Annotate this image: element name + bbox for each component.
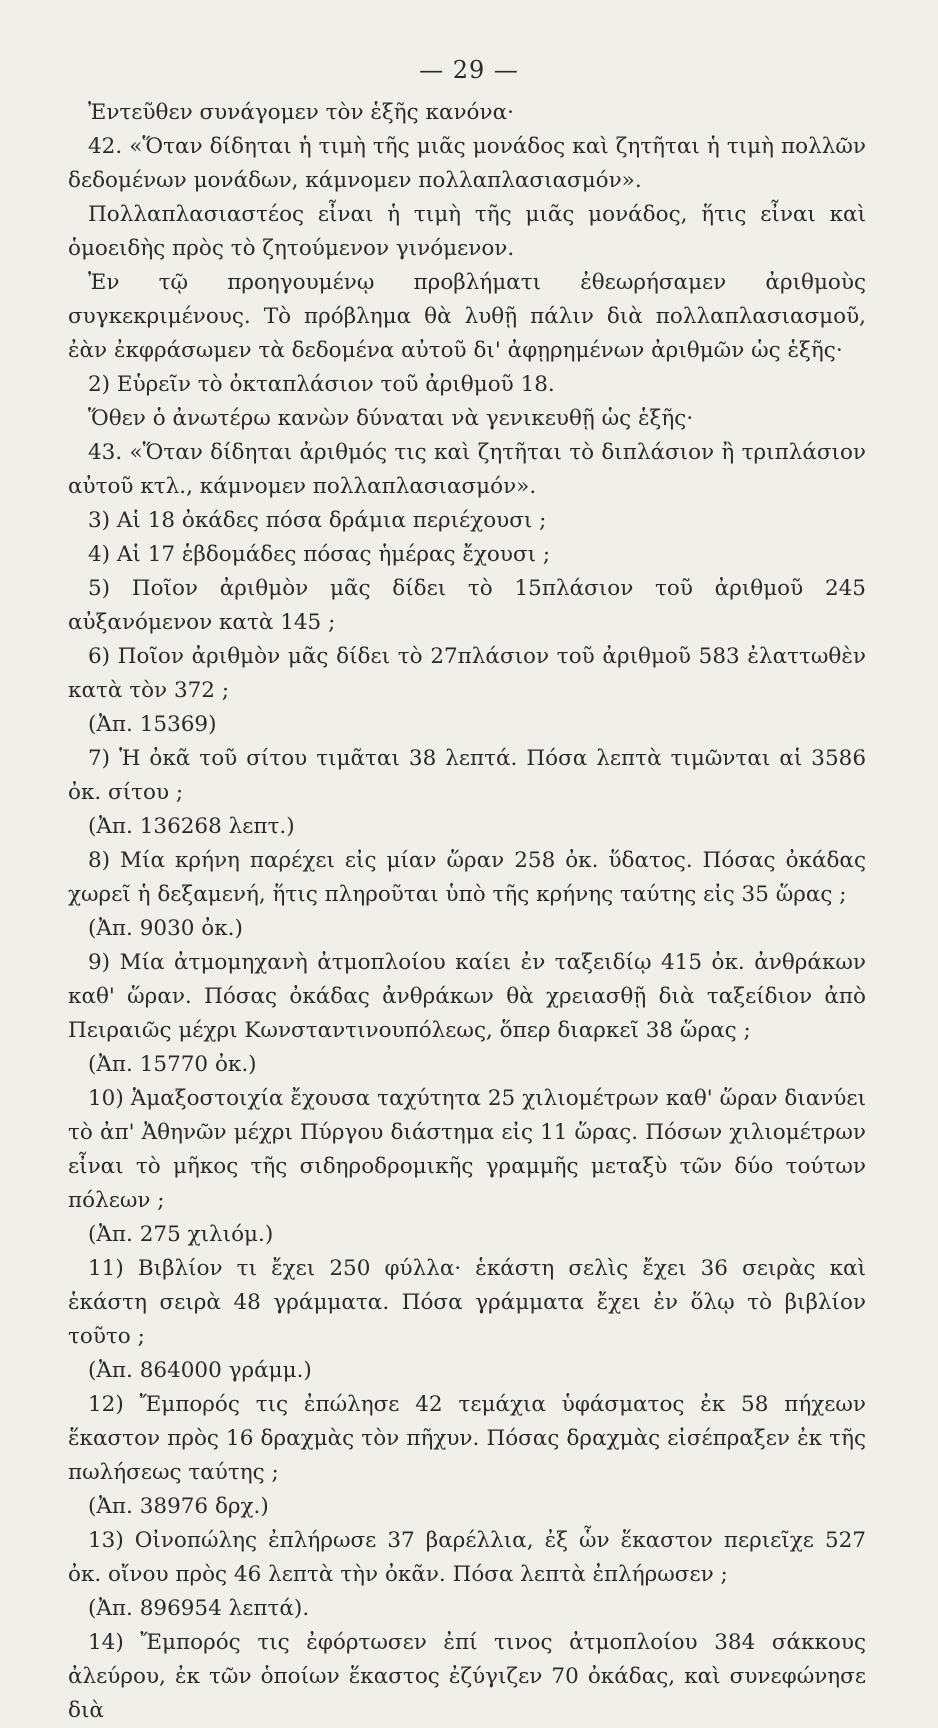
page-number: — 29 —	[419, 56, 519, 84]
page-body	[68, 96, 866, 1728]
problem-2: 2) Εὑρεῖν τὸ ὀκταπλάσιον τοῦ ἀριθμοῦ 18.	[88, 372, 555, 397]
paragraph-multiplier: Πολλαπλασιαστέος εἶναι ἡ τιμὴ τῆς μιᾶς μονάδος, ἥτις εἶναι καὶ ὁμοειδὴς πρὸς τὸ ζητούμενον γινόμενον.	[68, 202, 866, 261]
problem-10	[68, 1082, 866, 1252]
answer: (Ἀπ. 15369)	[88, 712, 217, 737]
problem-5: 5) Ποῖον ἀριθμὸν μᾶς δίδει τὸ 15πλάσιον τοῦ ἀριθμοῦ 245 αὐξανόμενον κατὰ 145 ;	[68, 576, 866, 635]
answer: (Ἀπ. 275 χιλιόμ.)	[88, 1222, 274, 1247]
answer: (Ἀπ. 136268 λεπτ.)	[88, 814, 295, 839]
problem-text: 9) Μία ἀτμομηχανὴ ἀτμοπλοίου καίει ἐν ταξειδίῳ 415 ὀκ. ἀνθράκων καθ' ὥραν. Πόσας ὀκάδας ἀνθράκων θὰ χρειασθῇ διὰ ταξείδιον ἀπὸ Πειραιῶς μέχρι Κωνσταντινουπόλεως, ὅπερ διαρκεῖ 38 ὥρας ;	[68, 950, 866, 1043]
answer: (Ἀπ. 864000 γράμμ.)	[88, 1358, 312, 1383]
answer: (Ἀπ. 38976 δρχ.)	[88, 1494, 269, 1519]
rule-42: 42. «Ὅταν δίδηται ἡ τιμὴ τῆς μιᾶς μονάδος καὶ ζητῆται ἡ τιμὴ πολλῶν δεδομένων μονάδων, κάμνομεν πολλαπλασιασμόν».	[68, 134, 866, 193]
problem-9	[68, 946, 866, 1082]
problem-6	[68, 640, 866, 742]
rule-43: 43. «Ὅταν δίδηται ἀριθμός τις καὶ ζητῆται τὸ διπλάσιον ἢ τριπλάσιον αὐτοῦ κτλ., κάμνομεν πολλαπλασιασμόν».	[68, 440, 866, 499]
answer: (Ἀπ. 15770 ὀκ.)	[88, 1052, 257, 1077]
problem-text: 13) Οἰνοπώλης ἐπλήρωσε 37 βαρέλλια, ἐξ ὧν ἕκαστον περιεῖχε 527 ὀκ. οἴνου πρὸς 46 λεπτὰ τὴν ὀκᾶν. Πόσα λεπτὰ ἐπλήρωσεν ;	[68, 1528, 866, 1587]
problem-text: 12) Ἔμπορός τις ἐπώλησε 42 τεμάχια ὑφάσματος ἐκ 58 πήχεων ἕκαστον πρὸς 16 δραχμὰς τὸν πῆχυν. Πόσας δραχμὰς εἰσέπραξεν ἐκ τῆς πωλήσεως ταύτης ;	[68, 1392, 866, 1485]
problem-3: 3) Αἱ 18 ὀκάδες πόσα δράμια περιέχουσι ;	[88, 508, 547, 533]
problem-11	[68, 1252, 866, 1388]
paragraph-intro: Ἐντεῦθεν συνάγομεν τὸν ἑξῆς κανόνα·	[88, 100, 514, 125]
problem-text: 8) Μία κρήνη παρέχει εἰς μίαν ὥραν 258 ὀκ. ὕδατος. Πόσας ὀκάδας χωρεῖ ἡ δεξαμενή, ἥτις πληροῦται ὑπὸ τῆς κρήνης ταύτης εἰς 35 ὥρας ;	[68, 848, 866, 907]
problem-text: 10) Ἁμαξοστοιχία ἔχουσα ταχύτητα 25 χιλιομέτρων καθ' ὥραν διανύει τὸ ἀπ' Ἀθηνῶν μέχρι Πύργου διάστημα εἰς 11 ὥρας. Πόσων χιλιομέτρων εἶναι τὸ μῆκος τῆς σιδηροδρομικῆς γραμμῆς μεταξὺ τῶν δύο τούτων πόλεων ;	[68, 1086, 866, 1213]
problem-text: 11) Βιβλίον τι ἔχει 250 φύλλα· ἑκάστη σελὶς ἔχει 36 σειρὰς καὶ ἑκάστη σειρὰ 48 γράμματα. Πόσα γράμματα ἔχει ἐν ὅλῳ τὸ βιβλίον τοῦτο ;	[68, 1256, 866, 1349]
problem-12	[68, 1388, 866, 1524]
paragraph-previous-problem: Ἐν τῷ προηγουμένῳ προβλήματι ἐθεωρήσαμεν ἀριθμοὺς συγκεκριμένους. Τὸ πρόβλημα θὰ λυθῇ πάλιν διὰ πολλαπλασιασμοῦ, ἐὰν ἐκφράσωμεν τὰ δεδομένα αὐτοῦ δι' ἀφῃρημένων ἀριθμῶν ὡς ἑξῆς·	[68, 270, 866, 363]
problem-14: 14) Ἔμπορός τις ἐφόρτωσεν ἐπί τινος ἀτμοπλοίου 384 σάκκους ἀλεύρου, ἐκ τῶν ὁποίων ἕκαστος ἐζύγιζεν 70 ὀκάδας, καὶ συνεφώνησε διὰ	[68, 1630, 866, 1723]
problem-7	[68, 742, 866, 844]
answer: (Ἀπ. 896954 λεπτά).	[88, 1596, 310, 1621]
problem-8	[68, 844, 866, 946]
answer: (Ἀπ. 9030 ὀκ.)	[88, 916, 243, 941]
paragraph-generalize: Ὅθεν ὁ ἀνωτέρω κανὼν δύναται νὰ γενικευθῇ ὡς ἑξῆς·	[88, 406, 694, 431]
problem-13	[68, 1524, 866, 1626]
problem-text: 6) Ποῖον ἀριθμὸν μᾶς δίδει τὸ 27πλάσιον τοῦ ἀριθμοῦ 583 ἐλαττωθὲν κατὰ τὸν 372 ;	[68, 644, 866, 703]
problem-4: 4) Αἱ 17 ἑβδομάδες πόσας ἡμέρας ἔχουσι ;	[88, 542, 551, 567]
problem-text: 7) Ἡ ὀκᾶ τοῦ σίτου τιμᾶται 38 λεπτά. Πόσα λεπτὰ τιμῶνται αἱ 3586 ὀκ. σίτου ;	[68, 746, 866, 805]
